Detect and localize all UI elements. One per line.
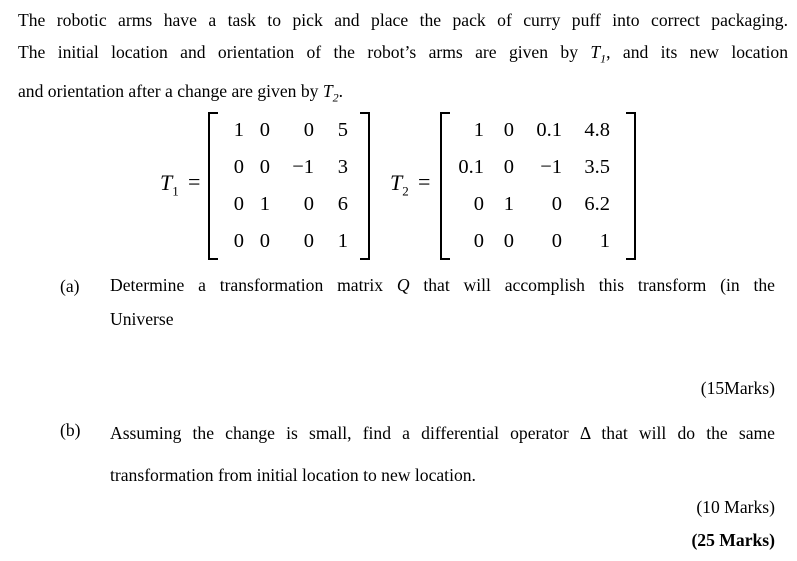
matrix-t1-group (160, 112, 370, 260)
part-a-text (110, 268, 775, 336)
matrix-cell: 0.1 (536, 119, 562, 141)
intro-var-sub: 1 (600, 51, 607, 66)
matrix-cell: 0 (473, 193, 484, 215)
matrix-cell: 0 (503, 119, 514, 141)
matrix-t1-sub: 1 (172, 183, 179, 199)
matrix-cell: 0 (259, 230, 270, 252)
matrix-cell: 1 (503, 193, 514, 215)
matrix-cell: 0 (551, 230, 562, 252)
part-a-line-1-text-a: Determine a transformation matrix (110, 275, 397, 295)
matrix-cell: 0 (503, 230, 514, 252)
matrix-cell: −1 (292, 156, 314, 178)
matrix-cell: 0 (233, 156, 244, 178)
total-marks: (25 Marks) (691, 530, 775, 550)
matrix-cell: −1 (540, 156, 562, 178)
matrix-t2 (440, 112, 636, 260)
matrix-cell: 0.1 (458, 156, 484, 178)
part-a-line-2: Universe (110, 309, 174, 329)
matrix-cell: 0 (233, 193, 244, 215)
matrix-cell: 0 (503, 156, 514, 178)
matrix-cell: 1 (233, 119, 244, 141)
matrix-t2-group (390, 112, 640, 260)
intro-line-2 (18, 36, 788, 75)
matrix-cell: 4.8 (584, 119, 610, 141)
part-b-marks: (10 Marks) (696, 497, 775, 517)
matrix-cell: 3.5 (584, 156, 610, 178)
matrix-cell: 1 (259, 193, 270, 215)
matrix-t2-label (390, 170, 409, 199)
intro-line-3-text-a: and orientation after a change are given by (18, 80, 323, 101)
matrix-cell: 0 (233, 230, 244, 252)
intro-line-2-text-b: , and its new location (606, 42, 788, 62)
intro-var-sub2: 2 (332, 90, 339, 105)
matrix-t1-label (160, 170, 179, 199)
matrix-t2-sub: 2 (402, 183, 409, 199)
intro-line-1: The robotic arms have a task to pick and place the pack of curry puff into correct packaging. (18, 10, 788, 30)
matrix-cell: 0 (473, 230, 484, 252)
matrix-t1 (208, 112, 370, 260)
matrix-t1-letter: T (160, 170, 173, 195)
matrix-cell: 3 (337, 156, 348, 178)
matrix-cell: 6.2 (584, 193, 610, 215)
part-a-line-1 (110, 268, 775, 302)
intro-line-3 (18, 75, 788, 114)
part-b-label: (b) (60, 420, 81, 440)
intro-line-2-text-a: The initial location and orientation of the robot’s arms are given by (18, 42, 591, 62)
intro-var-t: T (590, 42, 601, 62)
matrix-cell: 0 (259, 119, 270, 141)
part-a-var-q: Q (396, 275, 410, 295)
part-b-line-1: Assuming the change is small, find a differential operator Δ that will do the same (110, 423, 775, 443)
matrix-t2-equals: = (418, 169, 431, 194)
matrix-cell: 1 (337, 230, 348, 252)
matrix-t1-equals: = (188, 169, 201, 194)
matrix-cell: 0 (551, 193, 562, 215)
part-a-label: (a) (60, 276, 80, 296)
part-b-text (110, 412, 775, 496)
matrix-cell: 1 (473, 119, 484, 141)
matrix-cell: 1 (599, 230, 610, 252)
intro-line-3-text-b: . (338, 80, 344, 101)
part-b-line-2: transformation from initial location to new location. (110, 465, 476, 485)
matrix-t2-letter: T (390, 170, 403, 195)
matrix-cell: 6 (337, 193, 348, 215)
intro-var-t2: T (322, 80, 333, 101)
matrix-cell: 0 (303, 193, 314, 215)
matrix-cell: 0 (303, 230, 314, 252)
matrix-cell: 0 (303, 119, 314, 141)
part-a-line-1-text-b: that will accomplish this transform (in the (409, 275, 775, 295)
part-a-marks: (15Marks) (700, 378, 775, 398)
matrix-cell: 5 (337, 119, 348, 141)
question-intro (18, 4, 788, 113)
matrix-cell: 0 (259, 156, 270, 178)
